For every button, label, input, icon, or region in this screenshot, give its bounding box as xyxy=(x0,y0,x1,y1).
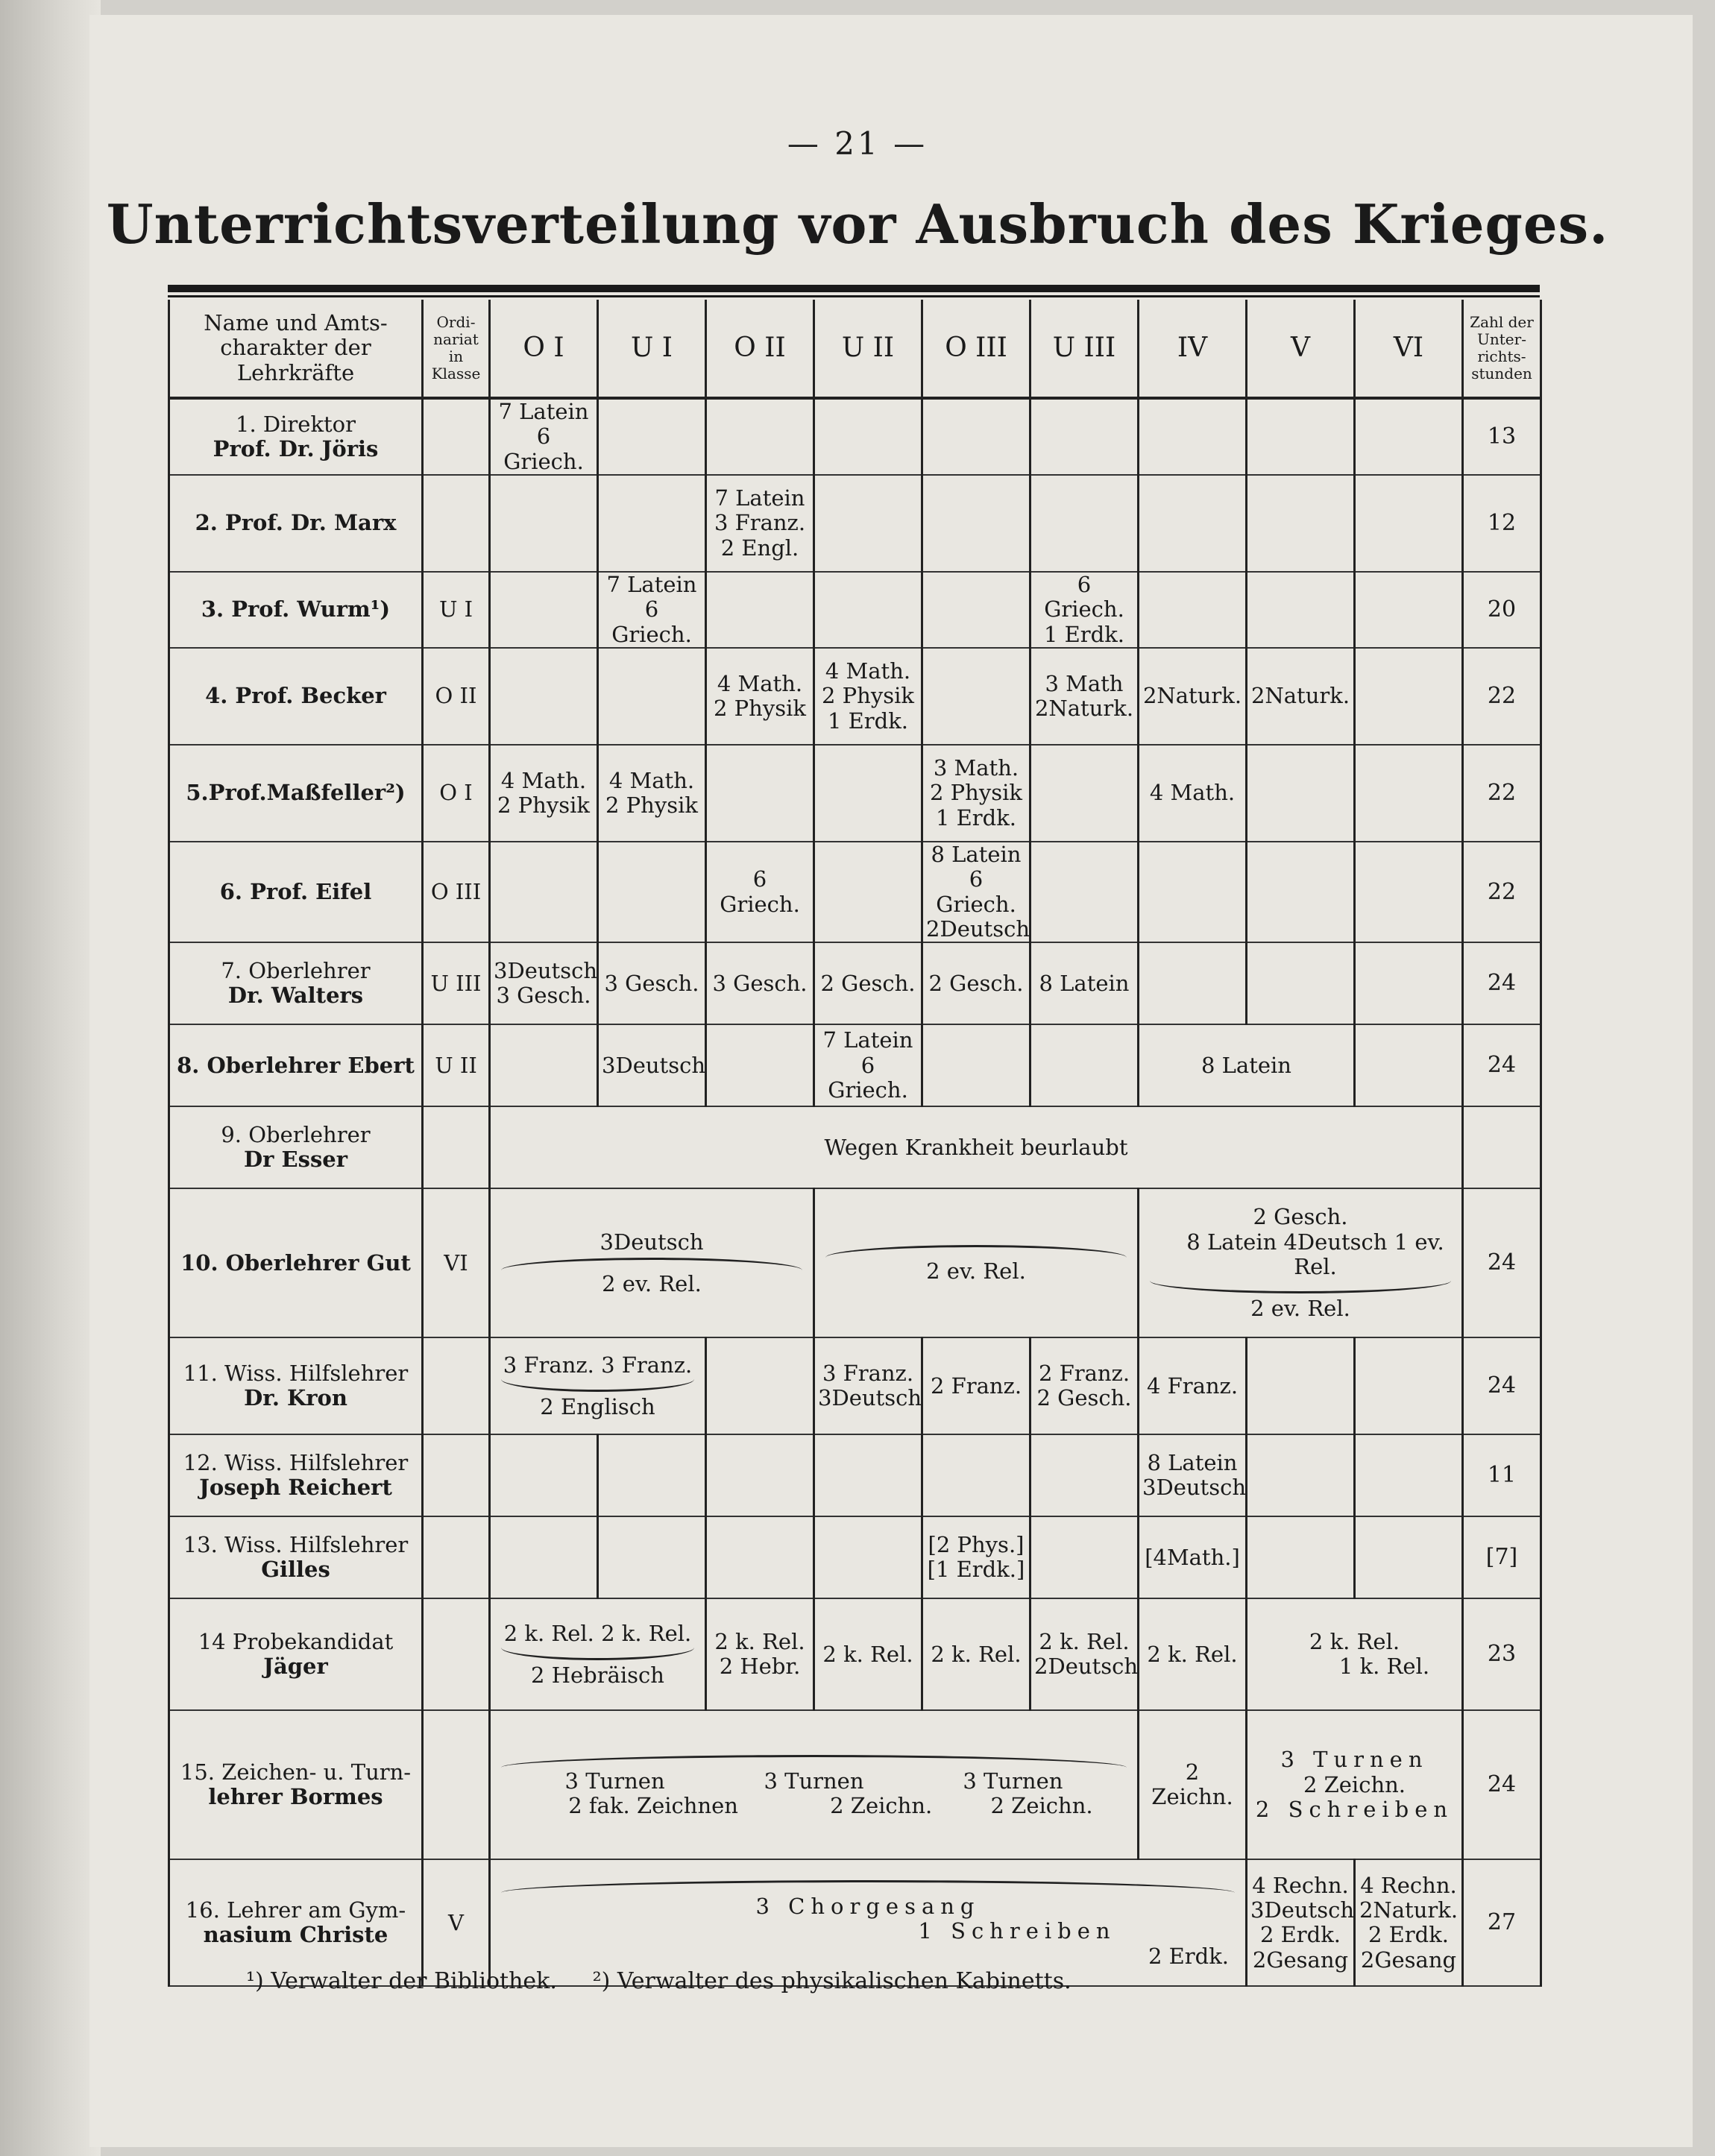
cell-turnen-a: 3 Turnen xyxy=(564,1768,665,1794)
cell-oi-oii xyxy=(490,1188,814,1337)
header-class-v: V xyxy=(1247,300,1355,398)
cell-oii: 2 k. Rel. 2 Hebr. xyxy=(706,1598,814,1710)
cell-oiii: 2 k. Rel. xyxy=(922,1598,1030,1710)
table-row xyxy=(169,1188,1541,1337)
cell-iv: 2Naturk. xyxy=(1139,648,1247,745)
cell-v: 4 Rechn. 3Deutsch 2 Erdk. 2Gesang xyxy=(1247,1859,1355,1986)
table-row xyxy=(169,398,1541,475)
cell-iv: 2 Gesch. xyxy=(1253,1204,1348,1230)
cell-ui: 4 Math. 2 Physik xyxy=(598,745,706,842)
total-hours: 23 xyxy=(1463,1598,1541,1710)
teacher-name: 6. Prof. Eifel xyxy=(169,842,423,942)
cell-oiii: 2 Franz. xyxy=(922,1337,1030,1434)
teacher-line-2: nasium Christe xyxy=(203,1922,388,1948)
leave-note: Wegen Krankheit beurlaubt xyxy=(490,1106,1463,1188)
table-row xyxy=(169,1859,1541,1986)
table-row xyxy=(169,475,1541,572)
cell-oi: 3Deutsch 3 Gesch. xyxy=(490,942,598,1024)
teacher-line-1: 13. Wiss. Hilfslehrer xyxy=(183,1532,409,1558)
ordinariat-cell: V xyxy=(423,1859,490,1986)
header-class-vi: VI xyxy=(1355,300,1463,398)
table-row xyxy=(169,745,1541,842)
teacher-line-1: 11. Wiss. Hilfslehrer xyxy=(183,1361,409,1387)
cell-uii: 2 Gesch. xyxy=(814,942,922,1024)
header-total: Zahl der Unter-richts-stunden xyxy=(1463,300,1541,398)
schedule-table xyxy=(168,300,1542,1987)
cell-uii: 2 k. Rel. xyxy=(814,1598,922,1710)
cell-v: 2Naturk. xyxy=(1247,648,1355,745)
header-ordinariat: Ordi-nariat in Klasse xyxy=(423,300,490,398)
cell-ev-rel-b: 2 ev. Rel. xyxy=(926,1258,1026,1285)
table-row xyxy=(169,1024,1541,1106)
cell-oii: 4 Math. 2 Physik xyxy=(706,648,814,745)
cell-oiii: [2 Phys.] [1 Erdk.] xyxy=(922,1516,1030,1598)
teacher-name: 10. Oberlehrer Gut xyxy=(169,1188,423,1337)
teacher-line-2: Joseph Reichert xyxy=(199,1475,392,1501)
header-row xyxy=(169,300,1541,398)
brace xyxy=(501,1648,694,1660)
teacher-line-1: 15. Zeichen- u. Turn- xyxy=(180,1759,412,1785)
teacher-name xyxy=(169,1434,423,1516)
cell-iv: 4 Math. xyxy=(1139,745,1247,842)
total-hours: 24 xyxy=(1463,1710,1541,1859)
cell-iv: 4 Franz. xyxy=(1139,1337,1247,1434)
teacher-name xyxy=(169,1598,423,1710)
total-hours: 24 xyxy=(1463,1024,1541,1106)
total-hours: 11 xyxy=(1463,1434,1541,1516)
header-name: Name und Amts-charakter der Lehrkräfte xyxy=(169,300,423,398)
header-class-ui: U I xyxy=(598,300,706,398)
teacher-line-2: Gilles xyxy=(261,1557,330,1583)
cell-ui: 3 Franz. xyxy=(601,1352,693,1378)
teacher-line-1: 7. Oberlehrer xyxy=(221,958,371,984)
total-hours: 22 xyxy=(1463,745,1541,842)
teacher-name xyxy=(169,1516,423,1598)
cell-uiii: 6 Griech. 1 Erdk. xyxy=(1030,572,1139,648)
cell-oiii: 2 Zeichn. xyxy=(830,1792,933,1818)
total-hours: 24 xyxy=(1463,1337,1541,1434)
cell-vi: 8 Latein 4Deutsch 1 ev. Rel. xyxy=(1186,1229,1444,1279)
cell-v-vi xyxy=(1247,1710,1463,1859)
footnote-2: ²) Verwalter des physikalischen Kabinetts. xyxy=(592,1968,1072,1994)
cell-ev-rel-a: 2 ev. Rel. xyxy=(602,1270,702,1296)
cell-uiii: 2 k. Rel. 2Deutsch xyxy=(1030,1598,1139,1710)
table-row xyxy=(169,1516,1541,1598)
ordinariat-cell: VI xyxy=(423,1188,490,1337)
teacher-name xyxy=(169,942,423,1024)
cell-oiii: 2 Gesch. xyxy=(922,942,1030,1024)
header-class-uiii: U III xyxy=(1030,300,1139,398)
cell-oi: 3 Franz. xyxy=(503,1352,594,1378)
ordinariat-cell: O III xyxy=(423,842,490,942)
cell-oi: 2 k. Rel. xyxy=(503,1620,594,1646)
teacher-line-2: Dr. Walters xyxy=(227,983,364,1009)
cell-oi-uiii xyxy=(490,1710,1139,1859)
brace xyxy=(501,1880,1235,1893)
page-title: Unterrichtsverteilung vor Ausbruch des Krieges. xyxy=(106,192,1609,256)
cell-oi: 7 Latein 6 Griech. xyxy=(490,398,598,475)
header-class-oii: O II xyxy=(706,300,814,398)
cell-chorgesang: 3 Chorgesang xyxy=(755,1893,981,1919)
cell-schreiben: 1 Schreiben xyxy=(918,1918,1116,1944)
cell-turnen-b: 3 Turnen xyxy=(764,1768,864,1794)
brace xyxy=(825,1245,1127,1258)
brace xyxy=(501,1258,802,1270)
teacher-name xyxy=(169,1337,423,1434)
total-hours: 27 xyxy=(1463,1859,1541,1986)
ordinariat-cell: O II xyxy=(423,648,490,745)
teacher-name xyxy=(169,1106,423,1188)
footnote-1: ¹) Verwalter der Bibliothek. xyxy=(246,1968,557,1994)
cell-turnen-v-vi: 3 Turnen xyxy=(1280,1747,1429,1773)
cell-iv: [4Math.] xyxy=(1139,1516,1247,1598)
cell-oi: 4 Math. 2 Physik xyxy=(490,745,598,842)
footnotes xyxy=(246,1968,1072,1994)
brace xyxy=(1150,1281,1451,1293)
cell-uii: 4 Math. 2 Physik 1 Erdk. xyxy=(814,648,922,745)
cell-schreiben: 2 Schreiben xyxy=(1255,1797,1454,1823)
teacher-line-2: lehrer Bormes xyxy=(208,1784,383,1810)
ordinariat-cell: O I xyxy=(423,745,490,842)
total-hours: 13 xyxy=(1463,398,1541,475)
cell-ui: 3Deutsch xyxy=(598,1024,706,1106)
cell-oi-iv xyxy=(490,1859,1247,1986)
table-row xyxy=(169,1710,1541,1859)
cell-iv-vi xyxy=(1139,1188,1463,1337)
cell-englisch: 2 Englisch xyxy=(540,1393,655,1419)
cell-uiii: 2 Zeichn. xyxy=(990,1792,1093,1818)
top-rule-thick xyxy=(168,285,1540,292)
cell-uiii: 8 Latein xyxy=(1030,942,1139,1024)
teacher-name xyxy=(169,1859,423,1986)
header-class-iv: IV xyxy=(1139,300,1247,398)
cell-vi: 4 Rechn. 2Naturk. 2 Erdk. 2Gesang xyxy=(1355,1859,1463,1986)
total-hours xyxy=(1463,1106,1541,1188)
cell-k-rel-v-vi: 2 k. Rel. xyxy=(1309,1629,1400,1655)
teacher-name: 5.Prof.Maßfeller²) xyxy=(169,745,423,842)
teacher-line-2: Dr. Kron xyxy=(244,1385,347,1411)
teacher-name xyxy=(169,1710,423,1859)
header-class-oi: O I xyxy=(490,300,598,398)
ordinariat-cell: U II xyxy=(423,1024,490,1106)
cell-oii: 3Deutsch xyxy=(600,1229,704,1255)
ordinariat-cell: U I xyxy=(423,572,490,648)
cell-hebraeisch: 2 Hebräisch xyxy=(531,1662,664,1688)
table-row xyxy=(169,1337,1541,1434)
teacher-name: 4. Prof. Becker xyxy=(169,648,423,745)
table-row xyxy=(169,942,1541,1024)
cell-uii-uiii xyxy=(814,1188,1139,1337)
header-class-oiii: O III xyxy=(922,300,1030,398)
table-row xyxy=(169,648,1541,745)
cell-ui: 2 k. Rel. xyxy=(601,1620,692,1646)
table-row xyxy=(169,1106,1541,1188)
teacher-line-1: 12. Wiss. Hilfslehrer xyxy=(183,1450,409,1476)
top-rule-thin xyxy=(168,295,1540,297)
cell-iv: 2 Zeichn. xyxy=(1139,1710,1247,1859)
cell-iv-v: 8 Latein xyxy=(1139,1024,1355,1106)
cell-v: 2 Zeichn. xyxy=(1303,1771,1406,1797)
teacher-line-1: 16. Lehrer am Gym- xyxy=(185,1897,406,1923)
cell-turnen-c: 3 Turnen xyxy=(963,1768,1063,1794)
total-hours: 22 xyxy=(1463,648,1541,745)
cell-oii: 6 Griech. xyxy=(706,842,814,942)
cell-iv: 8 Latein 3Deutsch xyxy=(1139,1434,1247,1516)
cell-ui: 7 Latein 6 Griech. xyxy=(598,572,706,648)
cell-v-vi xyxy=(1247,1598,1463,1710)
cell-oii: 7 Latein 3 Franz. 2 Engl. xyxy=(706,475,814,572)
teacher-line-2: Prof. Dr. Jöris xyxy=(213,436,379,462)
total-hours: 20 xyxy=(1463,572,1541,648)
table-row xyxy=(169,842,1541,942)
total-hours: 24 xyxy=(1463,942,1541,1024)
brace xyxy=(501,1755,1127,1768)
cell-oii: 3 Gesch. xyxy=(706,942,814,1024)
ordinariat-cell: U III xyxy=(423,942,490,1024)
cell-uii: 3 Franz. 3Deutsch xyxy=(814,1337,922,1434)
cell-vi: 1 k. Rel. xyxy=(1338,1654,1430,1680)
cell-fak-zeichnen: 2 fak. Zeichnen xyxy=(568,1792,738,1818)
total-hours: 12 xyxy=(1463,475,1541,572)
cell-iv: 2 Erdk. xyxy=(1148,1943,1230,1969)
brace xyxy=(501,1379,694,1392)
teacher-name: 2. Prof. Dr. Marx xyxy=(169,475,423,572)
teacher-name: 8. Oberlehrer Ebert xyxy=(169,1024,423,1106)
total-hours: [7] xyxy=(1463,1516,1541,1598)
table-row xyxy=(169,1598,1541,1710)
table-row xyxy=(169,572,1541,648)
teacher-line-2: Dr Esser xyxy=(243,1147,347,1173)
page-number: — 21 — xyxy=(787,125,928,162)
total-hours: 24 xyxy=(1463,1188,1541,1337)
teacher-name: 3. Prof. Wurm¹) xyxy=(169,572,423,648)
cell-oiii: 8 Latein 6 Griech. 2Deutsch xyxy=(922,842,1030,942)
page-fold-shadow xyxy=(0,0,101,2156)
teacher-name xyxy=(169,398,423,475)
cell-uii: 7 Latein 6 Griech. xyxy=(814,1024,922,1106)
cell-oi-ui xyxy=(490,1337,706,1434)
cell-uiii: 2 Franz. 2 Gesch. xyxy=(1030,1337,1139,1434)
header-class-uii: U II xyxy=(814,300,922,398)
table-row xyxy=(169,1434,1541,1516)
cell-oi-ui xyxy=(490,1598,706,1710)
total-hours: 22 xyxy=(1463,842,1541,942)
cell-uiii: 3 Math 2Naturk. xyxy=(1030,648,1139,745)
cell-ev-rel-c: 2 ev. Rel. xyxy=(1250,1296,1350,1322)
cell-oiii: 3 Math. 2 Physik 1 Erdk. xyxy=(922,745,1030,842)
teacher-line-1: 1. Direktor xyxy=(236,411,356,437)
teacher-line-2: Jäger xyxy=(263,1654,328,1680)
ordinariat-cell xyxy=(423,398,490,475)
cell-ui: 3 Gesch. xyxy=(598,942,706,1024)
teacher-line-1: 14 Probekandidat xyxy=(198,1629,394,1655)
cell-iv: 2 k. Rel. xyxy=(1139,1598,1247,1710)
teacher-line-1: 9. Oberlehrer xyxy=(221,1122,371,1148)
